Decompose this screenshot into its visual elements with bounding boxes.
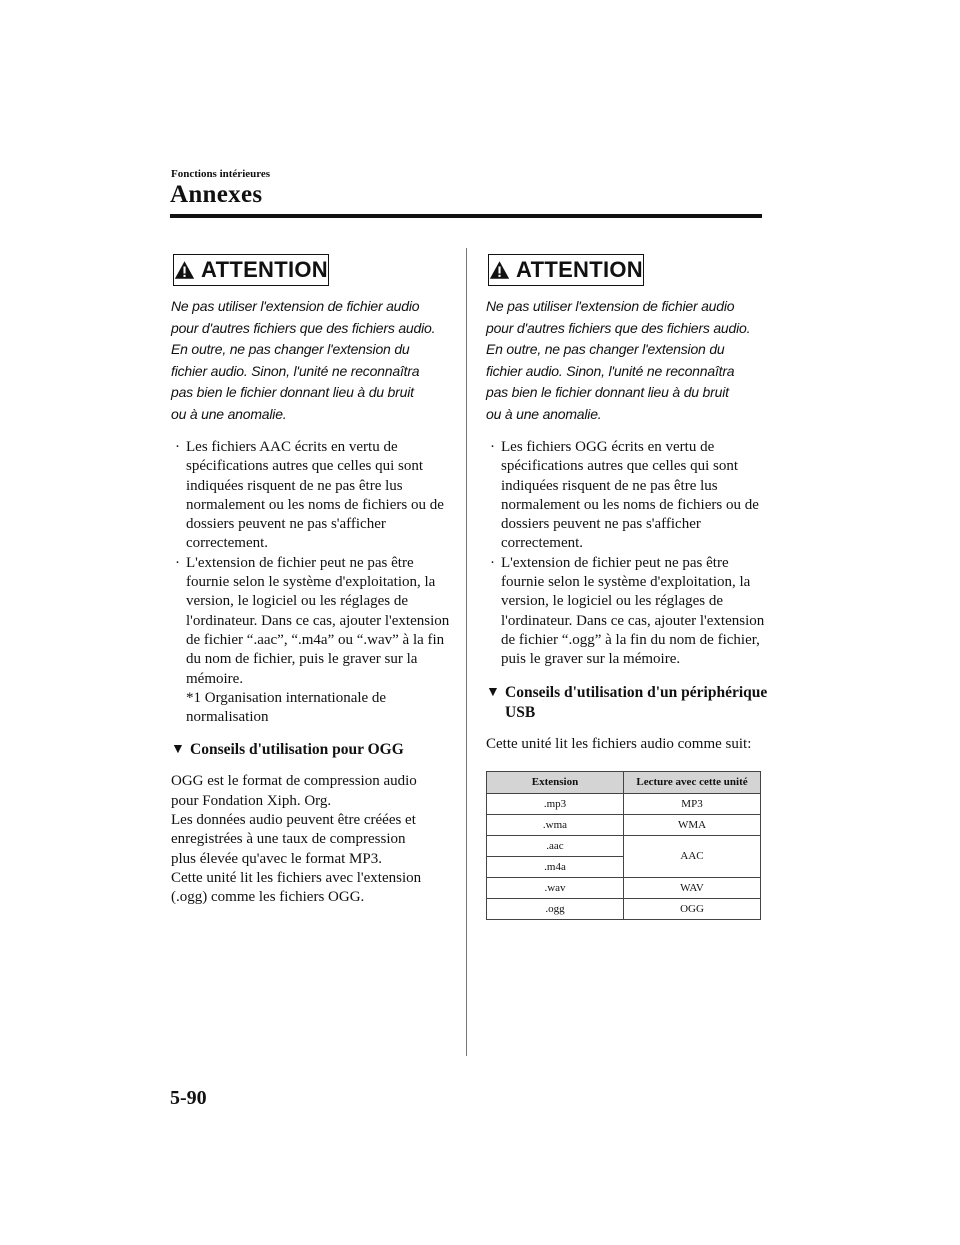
bullet-list [171,438,456,689]
table-row [487,898,761,919]
caution-text [171,296,456,425]
bullet-dot: · [490,554,495,571]
paragraph-line: pour Fondation Xiph. Org. [171,792,332,809]
attention-box [173,254,329,286]
bullet-text: L'extension de fichier peut ne pas être fournie selon le système d'exploitation, la version, le logiciel ou les réglages de l'ordinateur. Dans ce cas, ajouter l'extension de fichier “.ogg” à la fin du nom de fichier, puis le graver sur la mémoire. [501,554,765,668]
bullet-item [486,554,771,670]
table-cell: MP3 [624,793,761,814]
section-label: Fonctions intérieures [171,168,271,180]
table-cell: WMA [624,814,761,835]
paragraph-line: (.ogg) comme les fichiers OGG. [171,889,365,906]
caution-line: En outre, ne pas changer l'extension du [486,341,725,357]
paragraph-line: plus élevée qu'avec le format MP3. [171,850,382,867]
table-row [487,793,761,814]
section-heading [486,683,771,723]
caution-line: pour d'autres fichiers que des fichiers audio. [486,319,751,336]
table-cell: AAC [624,835,761,877]
body-paragraph [171,772,456,907]
triangle-down-icon: ▼ [486,684,500,700]
bullet-text: Les fichiers AAC écrits en vertu de spécifications autres que celles qui sont indiquées risquent de ne pas être lus normalement ou les noms de fichiers ou de dossiers peuvent ne pas s'afficher correctement. [186,439,444,552]
caution-line: ou à une anomalie. [171,405,287,422]
caution-line: Ne pas utiliser l'extension de fichier audio [171,298,420,314]
caution-line: Ne pas utiliser l'extension de fichier audio [486,298,735,314]
section-heading-text: Conseils d'utilisation pour OGG [190,741,404,759]
paragraph-line: OGG est le format de compression audio [171,773,417,790]
bullet-dot: · [175,554,180,571]
caution-line: ou à une anomalie. [486,405,602,422]
caution-line: En outre, ne pas changer l'extension du [171,341,410,357]
table-cell: OGG [624,898,761,919]
footnote: *1 Organisation internationale de normalisation [186,689,387,726]
paragraph-line: Cette unité lit les fichiers avec l'extension [171,869,422,886]
table-header-cell: Lecture avec cette unité [624,771,761,793]
table-header-row [487,771,761,793]
table-row [487,814,761,835]
bullet-item [171,438,456,554]
table-cell: .wav [487,877,624,898]
attention-label: ATTENTION [201,257,328,282]
bullet-dot: · [490,439,495,455]
table-header-cell: Extension [487,771,624,793]
caution-text [486,296,771,425]
body-paragraph: Cette unité lit les fichiers audio comme suit: [486,735,752,752]
table-cell: .mp3 [487,793,624,814]
format-table [486,771,761,920]
caution-line: pas bien le fichier donnant lieu à du bruit [486,384,729,400]
caution-line: fichier audio. Sinon, l'unité ne reconnaîtra [486,362,735,379]
paragraph-line: enregistrées à une taux de compression [171,831,406,848]
caution-line: pas bien le fichier donnant lieu à du bruit [171,384,414,400]
section-heading [171,740,456,760]
attention-box [488,254,644,286]
page-title: Annexes [170,181,263,208]
table-cell: WAV [624,877,761,898]
table-cell: .ogg [487,898,624,919]
bullet-text: L'extension de fichier peut ne pas être fournie selon le système d'exploitation, la version, le logiciel ou les réglages de l'ordinateur. Dans ce cas, ajouter l'extension de fichier “.aac”, “.m4a” ou “.wav” à la fin du nom de fichier, puis le graver sur la mémoire. [186,554,450,687]
bullet-list [486,438,771,670]
caution-line: fichier audio. Sinon, l'unité ne reconnaîtra [171,362,420,379]
warning-icon [174,259,195,281]
table-cell: .wma [487,814,624,835]
bullet-item [171,554,456,689]
table-cell: .aac [487,835,624,856]
page-number: 5-90 [170,1087,207,1109]
column-divider [466,248,467,1056]
header-rule [170,214,762,218]
left-column [171,254,456,908]
warning-icon [489,259,510,281]
paragraph-line: Les données audio peuvent être créées et [171,812,416,829]
bullet-item [486,438,771,554]
triangle-down-icon: ▼ [171,742,185,758]
section-heading-text: Conseils d'utilisation d'un périphérique USB [505,683,768,721]
attention-label: ATTENTION [516,257,643,282]
table-cell: .m4a [487,856,624,877]
table-row [487,877,761,898]
bullet-dot: · [175,439,180,455]
bullet-text: Les fichiers OGG écrits en vertu de spécifications autres que celles qui sont indiquées risquent de ne pas être lus normalement ou les noms de fichiers ou de dossiers peuvent ne pas s'afficher correctement. [501,439,759,552]
caution-line: pour d'autres fichiers que des fichiers audio. [171,319,436,336]
table-row [487,835,761,856]
right-column [486,254,771,920]
